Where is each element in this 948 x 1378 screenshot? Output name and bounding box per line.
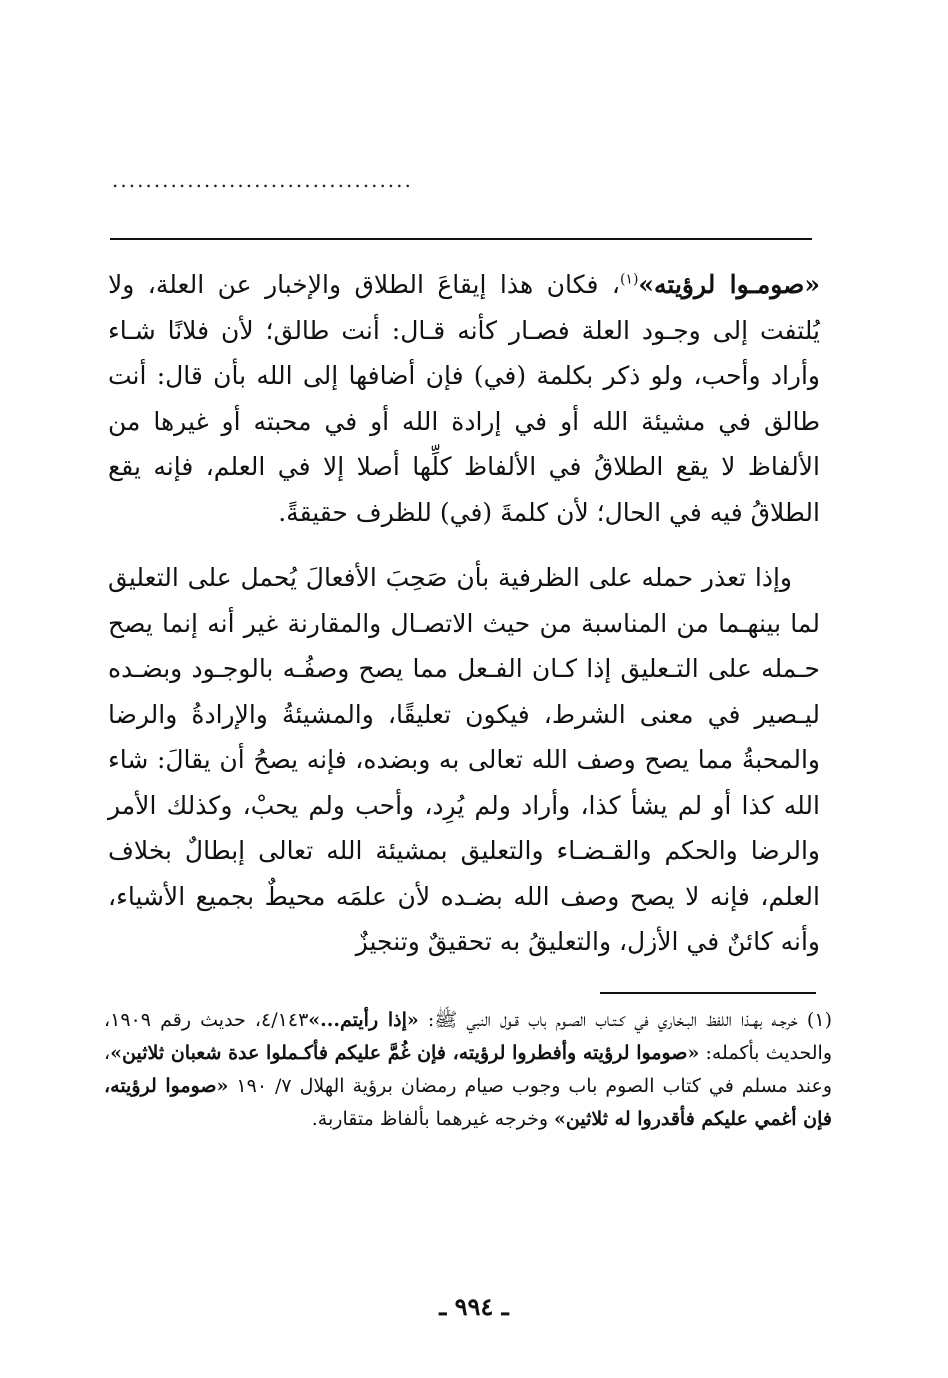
footnote-part-3: ، وعند مسلم في كتاب الصوم باب وجوب صيام رمضان برؤية الهلال ٧/ ١٩٠ — [104, 1042, 832, 1097]
footnote-text — [104, 1004, 832, 1136]
footnote-hadith-2: «صوموا لرؤيته وأفطروا لرؤيته، فإن غُمَّ عليكم فأكـملوا عدة شعبان ثلاثين» — [110, 1042, 700, 1064]
footnote-hadith-1: «إذا رأيتم...» — [308, 1009, 419, 1031]
footnote-part-4: وخرجه غيرهما بألفاظ متقاربة. — [311, 1108, 555, 1130]
paragraph-2: وإذا تعذر حمله على الظرفية بأن صَحِبَ الأفعالَ يُحمل على التعليق لما بينهـما من المناسبة من حيث الاتصـال والمقارنة غير أنه إنما يصح حـمله على التـعليق إذا كـان الفـعل مما يصح وصفُـه بالوجـود وبضـده ليـصير في معنى الشرط، فيكون تعليقًا، والمشيئةُ والإرادةُ والرضا والمحبةُ مما يصح وصف الله تعالى به وبضده، فإنه يصحُ أن يقالَ: شاء الله كذا أو لم يشأ كذا، وأراد ولم يُرِد، وأحب ولم يحبْ، وكذلك الأمر والرضا والحكم والقـضـاء والتعليق بمشيئة الله تعالى إبطالٌ بخلاف العلم، فإنه لا يصح وصف الله بضـده لأن علمَه محيطٌ بجميع الأشياء، وأنه كائنٌ في الأزل، والتعليقُ به تحقيقٌ وتنجيزٌ — [108, 563, 821, 956]
hadith-quote: «صومـوا لرؤيته» — [638, 270, 820, 299]
footnote-rule — [600, 992, 816, 994]
main-text-block — [108, 262, 820, 965]
footnote-hadith-3: «صوموا لرؤيته، فإن أغمي عليكم فأقدروا له ثلاثين» — [104, 1075, 832, 1130]
top-horizontal-rule — [110, 238, 812, 240]
paragraph-1-text: ، فكان هذا إيقاعَ الطلاق والإخبار عن العلة، ولا يُلتفت إلى وجـود العلة فصـار كأنه قـال: أنت طالق؛ لأن فلانًا شـاء وأراد وأحب، ولو ذكر بكلمة (في) فإن أضافها إلى الله بأن قال: أنت طالق في مشيئة الله أو في إرادة الله أو في محبته أو غيرها من الألفاظ لا يقع الطلاقُ في الألفاظ كلِّها أصلا إلا في العلم، فإنه يقع الطلاقُ فيه في الحال؛ لأن كلمةَ (في) للظرف حقيقةً. — [108, 270, 820, 527]
footnote-part-2: ٤/١٤٣، حديث رقم ١٩٠٩، والحديث بأكمله: — [104, 1009, 832, 1064]
dotted-separator: .................................... — [112, 168, 413, 188]
page-number: ـ ٩٩٤ ـ — [439, 1292, 509, 1321]
footnote-part-1: (١) خرجـه بهـذا اللفظ البـخاري في كـتـاب الصـوم باب قـول النبي ﷺ: — [418, 1009, 832, 1031]
paragraph-1 — [108, 262, 820, 535]
footnote — [104, 1004, 832, 1136]
footnote-reference[interactable]: (١) — [619, 271, 639, 288]
